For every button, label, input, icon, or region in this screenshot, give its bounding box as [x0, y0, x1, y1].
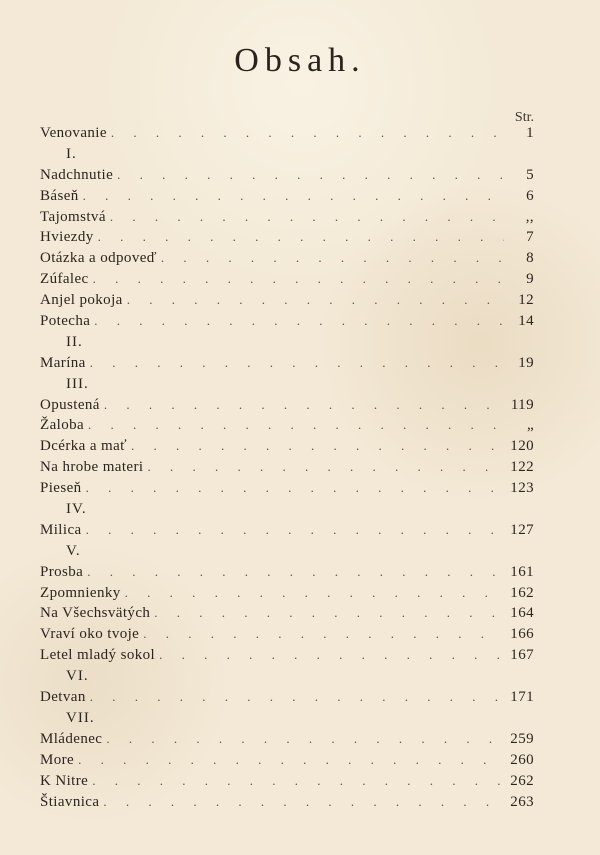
toc-entry	[40, 750, 534, 771]
toc-page-number: 122	[510, 459, 534, 476]
toc-entry	[40, 207, 534, 228]
dot-leader	[127, 290, 504, 311]
dot-leader	[125, 583, 504, 604]
toc-page-number: 166	[510, 626, 534, 643]
dot-leader	[86, 478, 504, 499]
dot-leader	[147, 457, 504, 478]
dot-leader	[111, 123, 504, 144]
toc-entry-title: Zúfalec	[40, 271, 89, 288]
page-title: Obsah.	[234, 42, 366, 79]
dot-leader	[78, 750, 504, 771]
toc-page-number: 162	[510, 584, 534, 601]
dot-leader	[143, 624, 504, 645]
toc-page-number: 259	[510, 730, 534, 747]
toc-entry-title: Anjel pokoja	[40, 292, 123, 309]
toc-entry-title: Prosba	[40, 563, 84, 580]
toc-entry-title: Na Všechsvätých	[40, 605, 151, 622]
toc-entry-title: Otázka a odpoveď	[40, 250, 157, 267]
toc-page-number: 7	[526, 229, 534, 246]
toc-entry-title: Letel mladý sokol	[40, 647, 156, 664]
toc-entry-title: Dcérka a mať	[40, 438, 127, 455]
dot-leader	[103, 792, 504, 813]
dot-leader	[86, 520, 504, 541]
toc-entry	[40, 290, 534, 311]
toc-page-number: 161	[510, 563, 534, 580]
page-column-label: Str.	[514, 110, 534, 125]
toc-entry	[40, 269, 534, 290]
toc-page-number: 260	[510, 751, 534, 768]
toc-entry	[40, 478, 534, 499]
dot-leader	[93, 269, 504, 290]
dot-leader	[92, 771, 504, 792]
toc-entry	[40, 457, 534, 478]
dot-leader	[131, 436, 504, 457]
dot-leader	[98, 227, 504, 248]
toc-entry-title: Hviezdy	[40, 229, 94, 246]
toc-page-number: 9	[526, 271, 534, 288]
toc-entry	[40, 792, 534, 813]
toc-entry-title: Báseň	[40, 187, 79, 204]
dot-leader	[90, 353, 504, 374]
toc-entry-title: Vraví oko tvoje	[40, 626, 140, 643]
toc-entry-title: Milica	[40, 521, 82, 538]
dot-leader	[104, 395, 504, 416]
toc-section-heading: I.	[66, 145, 77, 162]
table-of-contents	[40, 123, 534, 812]
toc-page-number: 8	[526, 250, 534, 267]
toc-section-heading: V.	[66, 542, 81, 559]
toc-entry	[40, 311, 534, 332]
toc-page-number: 127	[510, 521, 534, 538]
toc-entry-title: Tajomstvá	[40, 208, 106, 225]
toc-page-number: 263	[510, 793, 534, 810]
toc-entry-title: Na hrobe materi	[40, 459, 144, 476]
dot-leader	[87, 562, 504, 583]
dot-leader	[90, 687, 504, 708]
toc-entry-title: Venovanie	[40, 125, 107, 141]
toc-page-number: 164	[510, 605, 534, 622]
toc-entry	[40, 227, 534, 248]
toc-entry	[40, 415, 534, 436]
toc-page-number: 19	[518, 354, 534, 371]
toc-page-number: 12	[518, 292, 534, 309]
toc-entry	[40, 583, 534, 604]
toc-section-heading: VII.	[66, 709, 95, 726]
toc-page-number: 262	[510, 772, 534, 789]
toc-entry-title: Pieseň	[40, 480, 82, 497]
dot-leader	[117, 165, 504, 186]
dot-leader	[154, 603, 504, 624]
toc-entry	[40, 353, 534, 374]
toc-entry-title: More	[40, 751, 75, 768]
toc-page-number: 123	[510, 480, 534, 497]
dot-leader	[106, 729, 504, 750]
toc-entry	[40, 436, 534, 457]
toc-page-number: 167	[510, 647, 534, 664]
toc-entry-title: Žaloba	[40, 417, 85, 434]
toc-entry-title: Marína	[40, 354, 86, 371]
toc-section-heading: III.	[66, 375, 89, 392]
toc-entry	[40, 771, 534, 792]
toc-page-number: 5	[526, 166, 534, 183]
toc-entry	[40, 165, 534, 186]
toc-entry	[40, 186, 534, 207]
toc-page-number: 119	[510, 396, 534, 413]
toc-entry-title: Potecha	[40, 313, 91, 330]
toc-entry-title: Mládenec	[40, 730, 103, 747]
toc-entry	[40, 520, 534, 541]
dot-leader	[83, 186, 504, 207]
toc-page-number: 1	[526, 125, 534, 141]
toc-page-number: ,,	[525, 208, 534, 225]
toc-section-heading: IV.	[66, 501, 87, 518]
toc-page-number: 6	[526, 187, 534, 204]
toc-entry-title: Opustená	[40, 396, 100, 413]
toc-page-number: „	[526, 417, 534, 434]
dot-leader	[88, 415, 504, 436]
toc-entry	[40, 123, 534, 144]
dot-leader	[159, 645, 504, 666]
toc-page-number: 120	[510, 438, 534, 455]
toc-section-heading: II.	[66, 333, 83, 350]
toc-entry-title: K Nitre	[40, 772, 89, 789]
toc-entry-title: Nadchnutie	[40, 166, 114, 183]
toc-entry	[40, 395, 534, 416]
toc-page-number: 171	[510, 689, 534, 706]
toc-entry-title: Štiavnica	[40, 793, 100, 810]
toc-entry	[40, 729, 534, 750]
toc-entry	[40, 624, 534, 645]
toc-entry	[40, 603, 534, 624]
dot-leader	[94, 311, 504, 332]
dot-leader	[161, 248, 504, 269]
toc-entry	[40, 645, 534, 666]
toc-page-number: 14	[518, 313, 534, 330]
dot-leader	[110, 207, 504, 228]
toc-section-heading: VI.	[66, 668, 89, 685]
toc-entry	[40, 562, 534, 583]
toc-entry-title: Detvan	[40, 689, 86, 706]
toc-entry	[40, 248, 534, 269]
toc-entry-title: Zpomnienky	[40, 584, 121, 601]
toc-entry	[40, 687, 534, 708]
